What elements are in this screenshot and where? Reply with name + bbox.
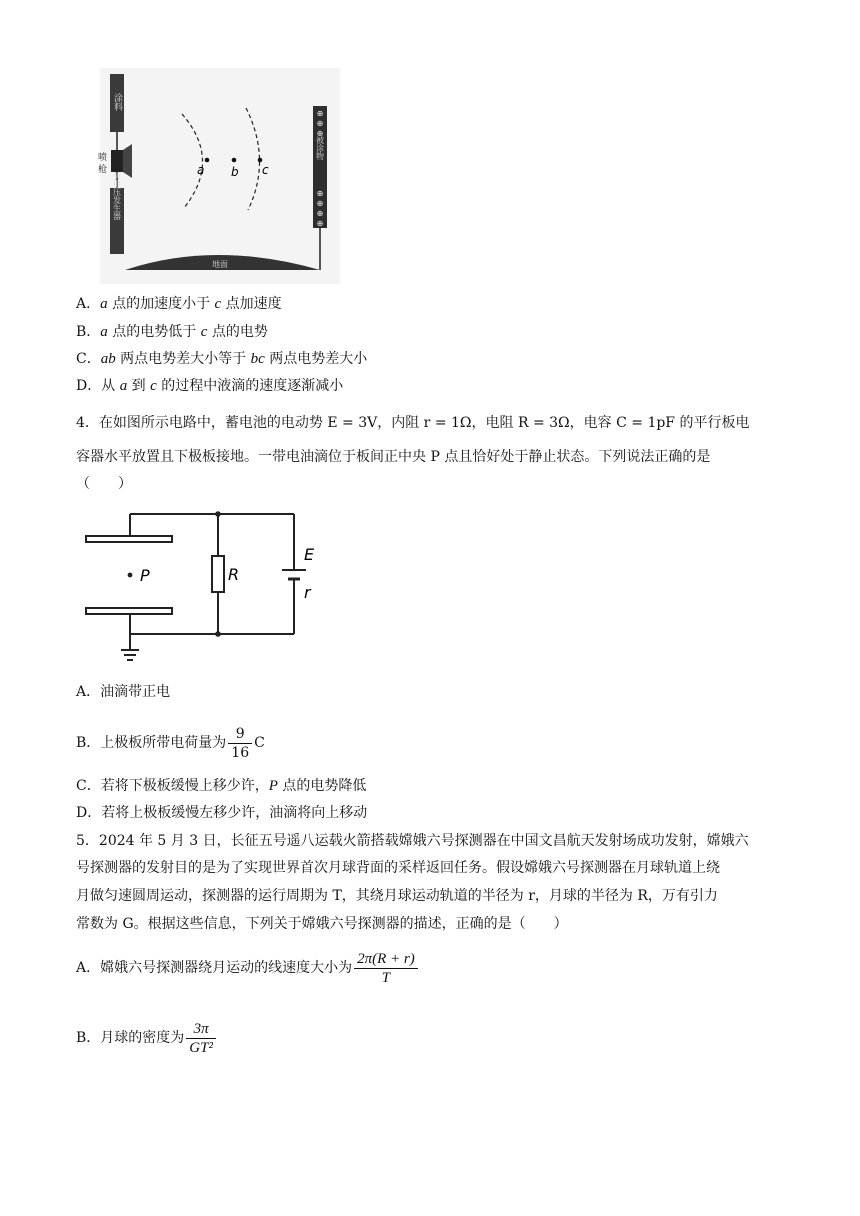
gun-label-1: 喷 <box>98 153 108 163</box>
q4-option-c: C．若将下极板缓慢上移少许，P 点的电势降低 <box>76 778 367 794</box>
q4-option-b: B．上极板所带电荷量为 $\frac{9}{16}$ C <box>76 725 265 761</box>
point-p-label: P <box>140 566 150 585</box>
svg-text:⊕: ⊕ <box>316 109 324 118</box>
circuit-figure <box>78 508 328 668</box>
target-label: 被涂物 <box>315 136 325 160</box>
q4-stem-line-1: 4．在如图所示电路中，蓄电池的电动势 E = 3V，内阻 r = 1Ω，电阻 R = 3Ω，电容 C = 1pF 的平行板电 <box>76 415 750 431</box>
q4-stem-line-2: 容器水平放置且下极板接地。一带电油滴位于板间正中央 P 点且恰好处于静止状态。下列说法正确的是 <box>76 449 711 465</box>
oil-drop <box>128 573 133 578</box>
internal-r-label: r <box>304 583 311 602</box>
svg-text:⊕: ⊕ <box>316 129 324 138</box>
q5-stem-line-4: 常数为 G。根据这些信息，下列关于嫦娥六号探测器的描述，正确的是（ ） <box>76 916 568 932</box>
q5-option-b: B．月球的密度为 $\frac{3\pi}{\text{GT²}}$ <box>76 1018 218 1058</box>
svg-text:⊕: ⊕ <box>316 119 324 128</box>
q5-b-fraction: $\frac{3\pi}{\text{GT²}}$ <box>186 1020 216 1057</box>
gun-label-2: 枪 <box>98 165 108 175</box>
svg-text:⊕: ⊕ <box>316 199 324 208</box>
q5-stem-line-3: 月做匀速圆周运动，探测器的运行周期为 T，其绕月球运动轨道的半径为 r，月球的半径为 R，万有引力 <box>76 888 718 904</box>
emf-label: E <box>304 545 315 564</box>
spray-gun <box>111 150 123 172</box>
q4-option-a: A．油滴带正电 <box>76 684 171 700</box>
point-b-label: b <box>231 165 239 179</box>
q5-stem-line-1: 5．2024 年 5 月 3 日，长征五号遥八运载火箭搭载嫦娥六号探测器在中国文昌航天发射场成功发射，嫦娥六 <box>76 833 749 849</box>
svg-text:⊕: ⊕ <box>316 219 324 228</box>
point-c-dot <box>258 158 263 163</box>
q3-option-b: B．a 点的电势低于 c 点的电势 <box>76 324 268 340</box>
ground-label: 地面 <box>212 260 228 269</box>
q3-option-a: A．a 点的加速度小于 c 点加速度 <box>76 296 282 312</box>
svg-text:⊕: ⊕ <box>316 209 324 218</box>
q5-option-a: A．嫦娥六号探测器绕月运动的线速度大小为 $\frac{2\pi(R + r)}{T}$ <box>76 948 420 988</box>
resistor-label: R <box>228 565 240 584</box>
point-a-label: a <box>197 163 205 177</box>
q4-b-fraction: $\frac{9}{16}$ <box>228 725 252 762</box>
hv-label: 负电压发生器 <box>112 172 122 220</box>
q4-stem-line-3: （ ） <box>76 476 132 492</box>
q5-a-fraction: $\frac{2\pi(R + r)}{T}$ <box>354 950 418 987</box>
q3-option-c: C．ab 两点电势差大小等于 bc 两点电势差大小 <box>76 351 368 367</box>
point-c-label: c <box>262 163 269 177</box>
q4-option-d: D．若将上极板缓慢左移少许，油滴将向上移动 <box>76 805 368 821</box>
spray-figure <box>100 68 340 284</box>
point-a-dot <box>205 158 210 163</box>
paint-label: 涂料 <box>112 93 122 111</box>
q5-stem-line-2: 号探测器的发射目的是为了实现世界首次月球背面的采样返回任务。假设嫦娥六号探测器在月球轨道上绕 <box>76 860 720 876</box>
q3-option-d: D．从 a 到 c 的过程中液滴的速度逐渐减小 <box>76 378 344 394</box>
point-b-dot <box>232 158 237 163</box>
svg-text:⊕: ⊕ <box>316 189 324 198</box>
